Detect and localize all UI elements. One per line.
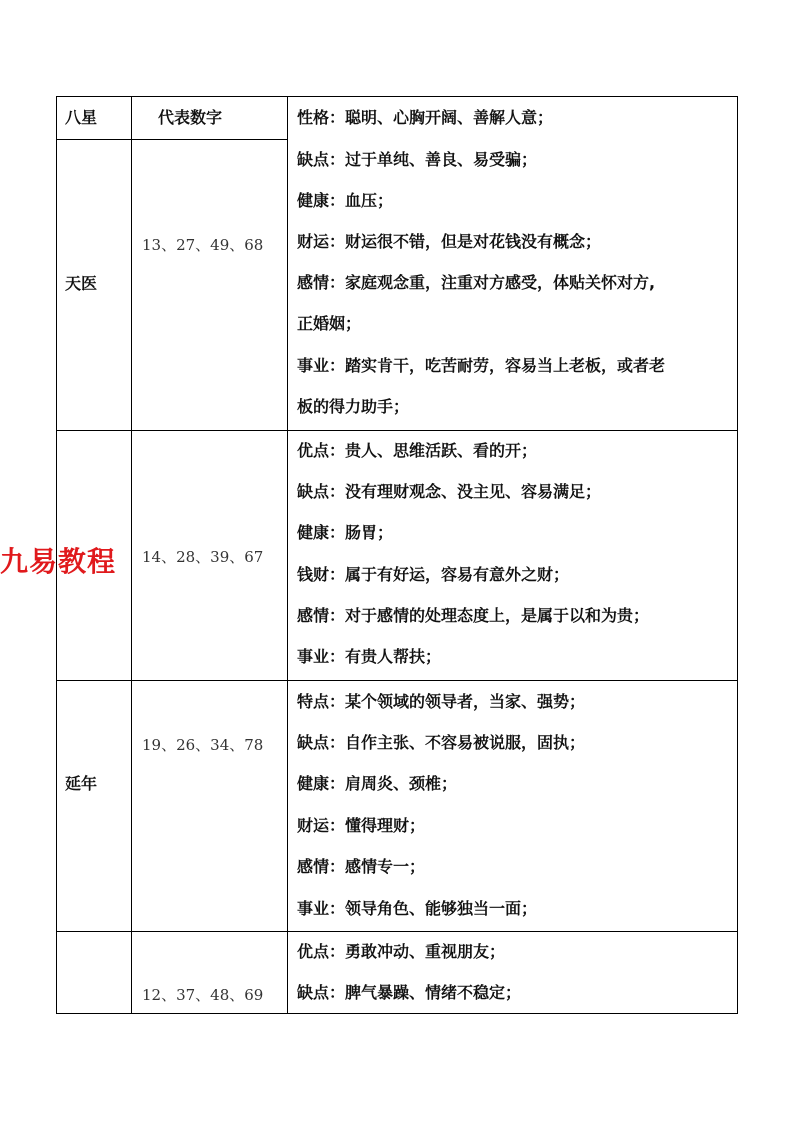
table-border-right — [737, 96, 738, 1014]
column-divider — [131, 96, 132, 1014]
row-divider — [56, 931, 738, 932]
description-line: 板的得力助手； — [297, 397, 410, 416]
description-line: 优点：勇敢冲动、重视朋友； — [297, 942, 506, 961]
star-numbers: 14、28、39、67 — [142, 548, 264, 566]
header-star: 八星 — [65, 108, 98, 127]
description-line: 感情：家庭观念重，注重对方感受，体贴关怀对方, — [297, 273, 656, 292]
description-line: 钱财：属于有好运，容易有意外之财； — [297, 565, 570, 584]
watermark-logo: 九易教程 — [0, 545, 117, 578]
star-name: 天医 — [65, 274, 98, 293]
description-line: 缺点：脾气暴躁、情绪不稳定； — [297, 983, 522, 1002]
description-line: 特点：某个领域的领导者，当家、强势； — [297, 692, 586, 711]
description-line: 缺点：过于单纯、善良、易受骗； — [297, 150, 538, 169]
star-name: 延年 — [65, 774, 98, 793]
description-line: 正婚姻； — [297, 314, 362, 333]
description-line: 健康：血压； — [297, 191, 394, 210]
star-numbers: 13、27、49、68 — [142, 236, 264, 254]
column-divider — [287, 96, 288, 1014]
star-numbers: 19、26、34、78 — [142, 736, 264, 754]
star-number-table — [56, 96, 738, 1014]
table-border-top — [56, 96, 738, 97]
description-line: 缺点：没有理财观念、没主见、容易满足； — [297, 482, 602, 501]
description-line: 感情：感情专一； — [297, 857, 426, 876]
description-line: 健康：肠胃； — [297, 523, 394, 542]
row-divider — [56, 430, 738, 431]
description-line: 财运：懂得理财； — [297, 816, 426, 835]
description-line: 事业：领导角色、能够独当一面； — [297, 899, 538, 918]
description-line: 优点：贵人、思维活跃、看的开； — [297, 441, 538, 460]
description-line: 感情：对于感情的处理态度上，是属于以和为贵； — [297, 606, 650, 625]
header-numbers: 代表数字 — [158, 108, 223, 127]
description-line: 缺点：自作主张、不容易被说服，固执； — [297, 733, 586, 752]
description-line: 事业：有贵人帮扶； — [297, 647, 442, 666]
header-divider — [56, 139, 288, 140]
star-numbers: 12、37、48、69 — [142, 986, 264, 1004]
description-line: 事业：踏实肯干，吃苦耐劳，容易当上老板，或者老 — [297, 356, 666, 375]
description-line: 财运：财运很不错，但是对花钱没有概念； — [297, 232, 602, 251]
table-border-bottom — [56, 1013, 738, 1014]
header-first-line: 性格：聪明、心胸开阔、善解人意； — [297, 108, 554, 127]
row-divider — [56, 680, 738, 681]
description-line: 健康：肩周炎、颈椎； — [297, 774, 458, 793]
